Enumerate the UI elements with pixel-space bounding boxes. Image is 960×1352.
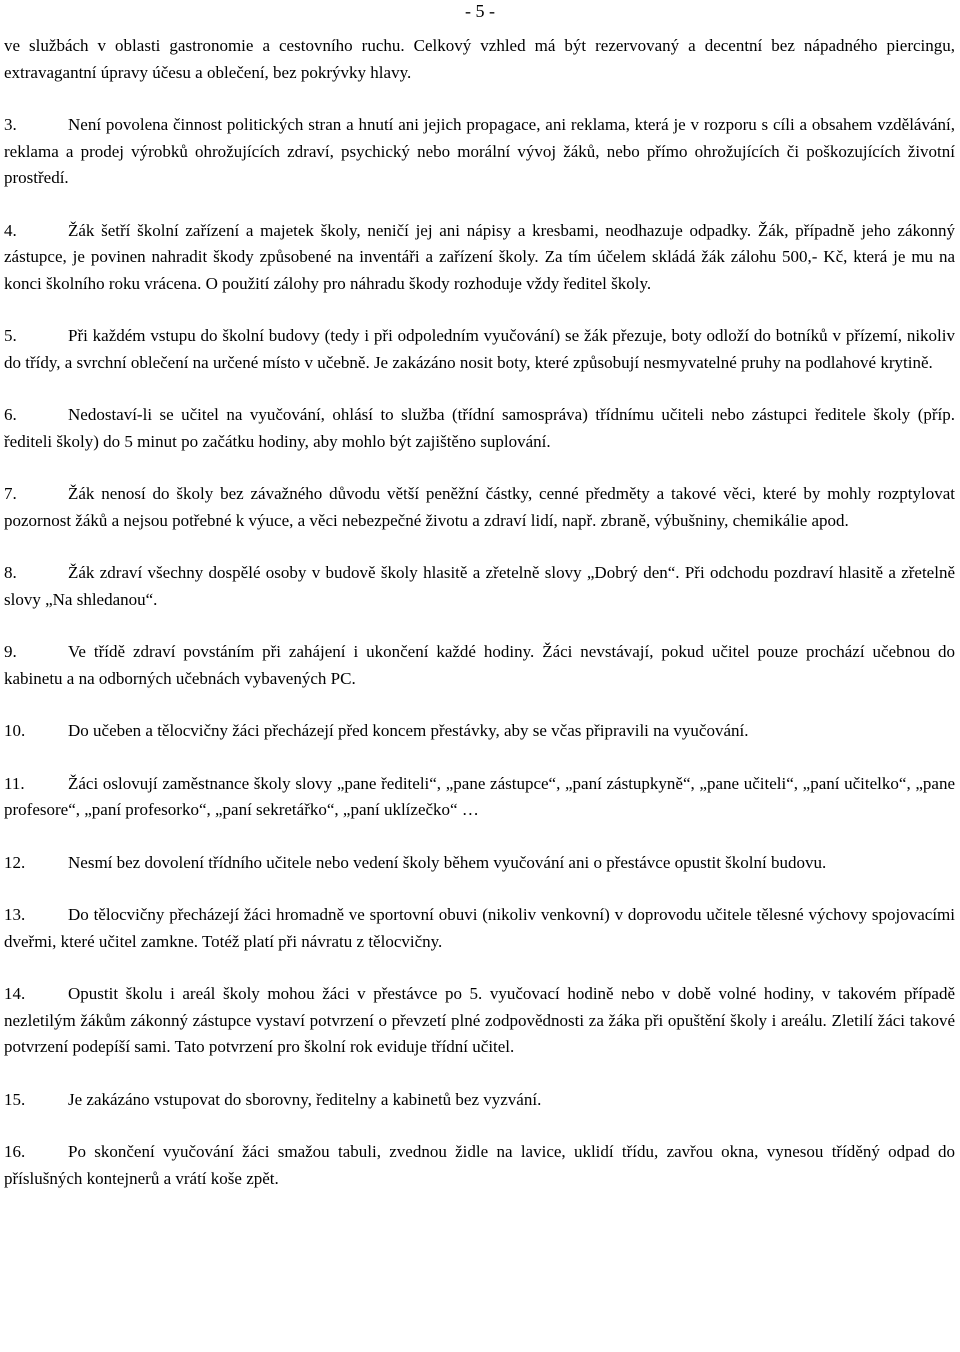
- rule-number: 12.: [4, 852, 26, 872]
- rule-number: 9.: [4, 642, 17, 661]
- rule-16: [4, 1139, 955, 1192]
- rule-text: Žák šetří školní zařízení a majetek školy, neničí jej ani nápisy a kresbami, neodhazuje odpadky. Žák, případně jeho zákonný zástupce, je povinen nahradit škody způsobené na inventáři a zařízení školy. Za tím účelem skládá žák zálohu 500,- Kč, která je mu na konci školního roku vrácena. O použití zálohy pro náhradu škody rozhoduje vždy ředitel školy.: [4, 220, 955, 293]
- rule-text: Při každém vstupu do školní budovy (tedy i při odpoledním vyučování) se žák přezuje, boty odloží do botníků v přízemí, nikoliv do třídy, a svrchní oblečení na určené místo v učebně. Je zakázáno nosit boty, které způsobují nesmyvatelné pruhy na podlahové krytině.: [4, 326, 955, 372]
- document-body: [4, 33, 955, 1192]
- rule-number: 11.: [4, 773, 25, 793]
- rule-11: [4, 771, 955, 824]
- rule-text: Opustit školu i areál školy mohou žáci v přestávce po 5. vyučovací hodině nebo v době volné hodiny, v takovém případě nezletilým žákům zákonný zástupce vystaví potvrzení o převzetí plné zodpovědnosti za žáka při opuštění školy i areálu. Zletilí žáci takové potvrzení podepíší sami. Tato potvrzení pro školní rok eviduje třídní učitel.: [4, 984, 955, 1056]
- rule-text: Ve třídě zdraví povstáním při zahájení i ukončení každé hodiny. Žáci nevstávají, pokud učitel pouze prochází učebnou do kabinetu a na odborných učebnách vybavených PC.: [4, 642, 955, 688]
- rule-12: [4, 850, 955, 877]
- rule-number: 7.: [4, 484, 17, 503]
- rule-text: Není povolena činnost politických stran a hnutí ani jejich propagace, ani reklama, která je v rozporu s cíli a obsahem vzdělávání, reklama a prodej výrobků ohrožujících zdraví, psychický nebo morální vývoj žáků, nebo přímo ohrožujících či poškozujících životní prostředí.: [4, 115, 955, 187]
- rule-number: 3.: [4, 115, 17, 134]
- rule-text: Žák nenosí do školy bez závažného důvodu větší peněžní částky, cenné předměty a takové věci, které by mohly rozptylovat pozornost žáků a nejsou potřebné k výuce, a věci nebezpečné životu a zdraví lidí, např. zbraně, výbušniny, chemikálie apod.: [4, 484, 955, 530]
- rule-number: 4.: [4, 220, 17, 240]
- rule-text: Je zakázáno vstupovat do sborovny, ředitelny a kabinetů bez vyzvání.: [68, 1089, 542, 1109]
- rule-text: Žáci oslovují zaměstnance školy slovy „pane řediteli“, „pane zástupce“, „paní zástupkyně“, „pane učiteli“, „paní učitelko“, „pane profesore“, „paní profesorko“, „paní sekretářko“, „paní uklízečko“ …: [4, 773, 955, 819]
- rule-text: Nesmí bez dovolení třídního učitele nebo vedení školy během vyučování ani o přestávce opustit školní budovu.: [68, 852, 827, 872]
- rule-number: 16.: [4, 1142, 26, 1161]
- rule-number: 8.: [4, 563, 17, 582]
- rule-5: [4, 323, 955, 376]
- rule-15: [4, 1087, 955, 1114]
- rule-number: 6.: [4, 405, 17, 424]
- rule-13: [4, 902, 955, 955]
- rule-10: [4, 718, 955, 745]
- rule-text: Do tělocvičny přecházejí žáci hromadně ve sportovní obuvi (nikoliv venkovní) v doprovodu učitele tělesné výchovy spojovacími dveřmi, které učitel zamkne. Totéž platí při návratu z tělocvičny.: [4, 905, 955, 951]
- rule-4: [4, 218, 955, 298]
- rule-number: 14.: [4, 984, 26, 1003]
- rule-number: 13.: [4, 905, 26, 924]
- rule-number: 10.: [4, 721, 26, 740]
- rule-14: [4, 981, 955, 1061]
- rule-3: [4, 112, 955, 192]
- rule-7: [4, 481, 955, 534]
- page-number: - 5 -: [465, 1, 495, 21]
- rule-9: [4, 639, 955, 692]
- rule-text: Do učeben a tělocvičny žáci přecházejí před koncem přestávky, aby se včas připravili na vyučování.: [68, 721, 749, 740]
- intro-paragraph: ve službách v oblasti gastronomie a cestovního ruchu. Celkový vzhled má být rezervovaný a decentní bez nápadného piercingu, extravagantní úpravy účesu a oblečení, bez pokrývky hlavy.: [4, 36, 955, 82]
- rule-6: [4, 402, 955, 455]
- rule-8: [4, 560, 955, 613]
- rule-text: Žák zdraví všechny dospělé osoby v budově školy hlasitě a zřetelně slovy „Dobrý den“. Při odchodu pozdraví hlasitě a zřetelně slovy „Na shledanou“.: [4, 563, 955, 609]
- rule-number: 5.: [4, 326, 17, 345]
- rule-text: Nedostaví-li se učitel na vyučování, ohlásí to služba (třídní samospráva) třídnímu učiteli nebo zástupci ředitele školy (příp. řediteli školy) do 5 minut po začátku hodiny, aby mohlo být zajištěno suplování.: [4, 405, 955, 451]
- rule-text: Po skončení vyučování žáci smažou tabuli, zvednou židle na lavice, uklidí třídu, zavřou okna, vynesou tříděný odpad do příslušných kontejnerů a vrátí koše zpět.: [4, 1142, 955, 1188]
- rule-number: 15.: [4, 1089, 26, 1109]
